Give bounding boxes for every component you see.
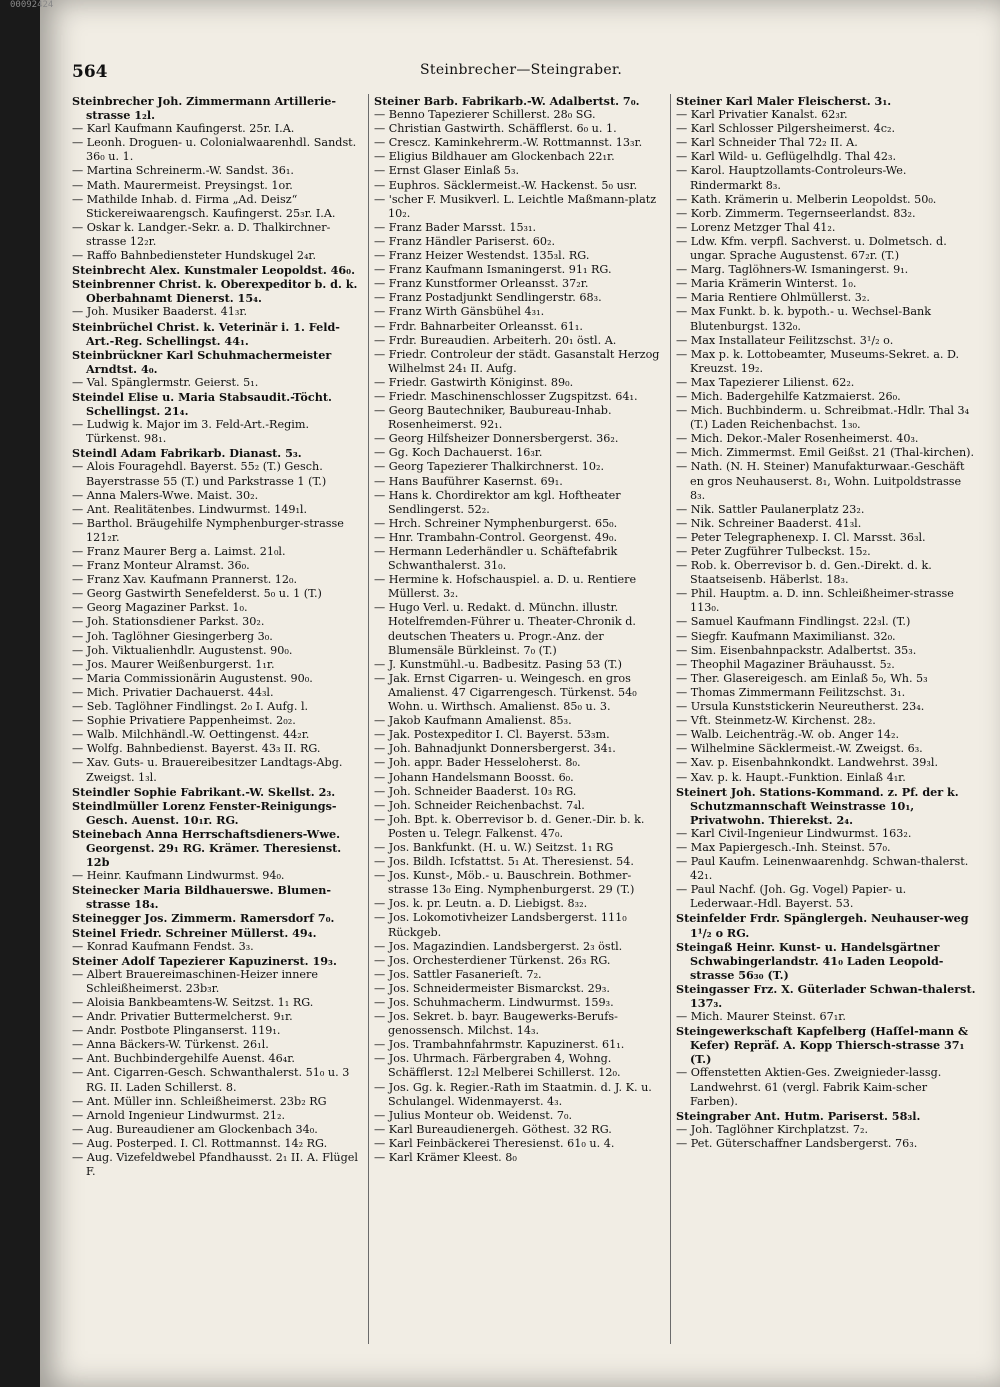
directory-entry: — Karl Kaufmann Kaufingerst. 25r. I.A. — [72, 122, 295, 136]
directory-entry: — Mich. Buchbinderm. u. Schreibmat.-Hdlr. Thal 3₄ (T.) Laden Reichenbachst. 1₃₀. — [676, 404, 970, 432]
directory-entry: Steindlmüller Lorenz Fenster-Reinigungs-Gesch. Auenst. 10₁r. RG. — [72, 798, 337, 827]
directory-entry: — Mich. Dekor.-Maler Rosenheimerst. 40₃. — [676, 432, 919, 446]
directory-entry: — Offenstetten Aktien-Ges. Zweignieder-lassg. Landwehrst. 61 (vergl. Fabrik Kaim-scher Farben). — [676, 1066, 942, 1108]
directory-entry: — Anna Malers-Wwe. Maist. 30₂. — [72, 488, 259, 502]
directory-entry: — Ldw. Kfm. verpfl. Sachverst. u. Dolmetsch. d. ungar. Sprache Augustenst. 67₂r. (T.) — [676, 234, 947, 263]
directory-entry: — Nik. Sattler Paulanerplatz 23₂. — [676, 502, 865, 516]
page-number: 564 — [72, 62, 108, 82]
directory-entry: — Hrch. Schreiner Nymphenburgerst. 65₀. — [374, 516, 618, 530]
directory-entry: Steinert Joh. Stations-Kommand. z. Pf. der k. Schutzmannschaft Weinstrasse 10₁, Privatwohn. Thierekst. 2₄. — [676, 784, 959, 827]
directory-entry: — Jos. Maurer Weißenburgerst. 1₁r. — [72, 657, 275, 671]
directory-entry: — Maria Commissionärin Augustenst. 90₀. — [72, 671, 313, 685]
directory-entry: — Ant. Buchbindergehilfe Auenst. 46₄r. — [72, 1052, 295, 1066]
directory-entry: — Karl Bureaudienergeh. Göthest. 32 RG. — [374, 1122, 612, 1136]
directory-entry: Steiner Barb. Fabrikarb.-W. Adalbertst. 7₀. — [374, 94, 640, 108]
directory-entry: — Jos. Sekret. b. bayr. Baugewerks-Berufs-genossensch. Milchst. 14₃. — [374, 1010, 618, 1038]
directory-entry: — 'scher F. Musikverl. L. Leichtle Maßmann-platz 10₂. — [374, 192, 657, 220]
directory-entry: Steindler Sophie Fabrikant.-W. Skellst. 2₃. — [72, 784, 336, 799]
directory-entry: — Mich. Zimmermst. Emil Geißst. 21 (Thal-kirchen). — [676, 446, 975, 460]
directory-entry: — Jos. Orchesterdiener Türkenst. 26₃ RG. — [374, 953, 611, 967]
directory-entry: — Heinr. Kaufmann Lindwurmst. 94₀. — [72, 869, 285, 883]
directory-entry: — Anna Bäckers-W. Türkenst. 26₁l. — [72, 1038, 269, 1052]
directory-entry: Steinegger Jos. Zimmerm. Ramersdorf 7₀. — [72, 911, 335, 926]
directory-entry: — Joh. Taglöhner Giesingerberg 3₀. — [72, 629, 273, 643]
directory-entry: Steinfelder Frdr. Spänglergeh. Neuhauser-weg 1¹/₂ o RG. — [676, 911, 969, 940]
directory-entry: — Walb. Leichenträg.-W. ob. Anger 14₂. — [676, 728, 900, 742]
directory-entry: Steinel Friedr. Schreiner Müllerst. 49₄. — [72, 925, 317, 940]
directory-entry: — Hans Bauführer Kasernst. 69₁. — [374, 474, 563, 488]
directory-entry: — Johann Handelsmann Boosst. 6₀. — [374, 770, 574, 784]
directory-entry: — Ant. Realitätenbes. Lindwurmst. 149₁l. — [72, 502, 308, 516]
directory-entry: — Joh. Viktualienhdlr. Augustenst. 90₀. — [72, 643, 293, 657]
directory-entry: — Franz Postadjunkt Sendlingerstr. 68₃. — [374, 291, 602, 305]
directory-entry: — Georg Hilfsheizer Donnersbergerst. 36₂. — [374, 432, 619, 446]
directory-entry: — Hnr. Trambahn-Control. Georgenst. 49₀. — [374, 530, 618, 544]
directory-entry: — Georg Magaziner Parkst. 1₀. — [72, 601, 248, 615]
directory-entry: — Franz Monteur Alramst. 36₀. — [72, 559, 250, 573]
directory-entry: — Nik. Schreiner Baaderst. 41₃l. — [676, 516, 862, 530]
directory-entry: — Franz Maurer Berg a. Laimst. 21₀l. — [72, 545, 286, 558]
directory-entry: — Karl Wild- u. Geflügelhdlg. Thal 42₃. — [676, 150, 897, 164]
directory-entry: — Samuel Kaufmann Findlingst. 22₃l. (T.) — [676, 615, 911, 629]
directory-entry: — Ludwig k. Major im 3. Feld-Art.-Regim. Türkenst. 98₁. — [72, 418, 310, 446]
directory-entry: — Mich. Maurer Steinst. 67₁r. — [676, 1010, 846, 1024]
directory-entry: — Georg Bautechniker, Baubureau-Inhab. Rosenheimerst. 92₁. — [374, 404, 612, 432]
directory-entry: — Mathilde Inhab. d. Firma „Ad. Deisz“ Stickereiwaarengsch. Kaufingerst. 25₃r. I.A. — [72, 192, 336, 220]
directory-entry: — Karl Krämer Kleest. 8₀ — [374, 1151, 517, 1165]
directory-entry: — Mich. Badergehilfe Katzmaierst. 26₀. — [676, 389, 901, 403]
directory-entry: Steingasser Frz. X. Güterlader Schwan-thalerst. 137₃. — [676, 981, 976, 1010]
directory-entry: — Ursula Kunststickerin Neureutherst. 23₄. — [676, 700, 925, 714]
directory-entry: — Benno Tapezierer Schillerst. 28₀ SG. — [374, 108, 596, 122]
directory-entry: — Ther. Glasereigesch. am Einlaß 5₀, Wh. 5₃ — [676, 671, 928, 685]
directory-entry: — Konrad Kaufmann Fendst. 3₃. — [72, 939, 254, 953]
directory-entry: — Frdr. Bahnarbeiter Orleansst. 61₁. — [374, 319, 583, 333]
directory-entry: Steinbrüchel Christ. k. Veterinär i. 1. Feld-Art.-Reg. Schellingst. 44₁. — [72, 319, 340, 348]
directory-entry: — Joh. Schneider Reichenbachst. 7₄l. — [374, 798, 585, 812]
directory-entry: — Martina Schreinerm.-W. Sandst. 36₁. — [72, 164, 294, 178]
directory-entry: — Albert Brauereimaschinen-Heizer innere Schleißheimerst. 23b₃r. — [72, 967, 319, 995]
directory-entry: — Frdr. Bureaudien. Arbeiterh. 20₁ östl. A. — [374, 333, 617, 347]
directory-entry: — Theophil Magaziner Bräuhausst. 5₂. — [676, 657, 895, 671]
directory-entry: — Rob. k. Oberrevisor b. d. Gen.-Direkt. d. k. Staatseisenb. Häberlst. 18₃. — [676, 559, 932, 587]
directory-entry: — Paul Nachf. (Joh. Gg. Vogel) Papier- u. Lederwaar.-Hdl. Bayerst. 53. — [676, 883, 907, 911]
directory-entry: — Max p. k. Lottobeamter, Museums-Sekret. a. D. Kreuzst. 19₂. — [676, 347, 960, 375]
directory-entry: — Jos. Magazindien. Landsbergerst. 2₃ östl. — [374, 939, 623, 953]
directory-entry: — Franz Kunstformer Orleansst. 37₂r. — [374, 277, 589, 291]
directory-entry: — Max Funkt. b. k. bypoth.- u. Wechsel-Bank Blutenburgst. 132₀. — [676, 305, 932, 333]
directory-entry: — J. Kunstmühl.-u. Badbesitz. Pasing 53 (T.) — [374, 657, 622, 671]
directory-entry: — Marg. Taglöhners-W. Ismaningerst. 9₁. — [676, 263, 909, 277]
directory-entry: — Maria Rentiere Ohlmüllerst. 3₂. — [676, 291, 870, 305]
directory-entry: — Karl Schneider Thal 72₂ II. A. — [676, 136, 858, 150]
directory-entry: — Franz Xav. Kaufmann Prannerst. 12₀. — [72, 573, 298, 587]
directory-entry: — Phil. Hauptm. a. D. inn. Schleißheimer-strasse 113₀. — [676, 587, 954, 615]
directory-entry: — Peter Zugführer Tulbeckst. 15₂. — [676, 545, 871, 558]
directory-entry: — Sophie Privatiere Pappenheimst. 2₀₂. — [72, 714, 296, 728]
directory-entry: Steingaß Heinr. Kunst- u. Handelsgärtner Schwabingerlandstr. 41₀ Laden Leopold-strasse 56₃₀ (T.) — [676, 939, 944, 982]
directory-entry: — Max Tapezierer Lilienst. 62₂. — [676, 375, 855, 389]
directory-entry: — Jakob Kaufmann Amalienst. 85₃. — [374, 714, 572, 728]
directory-entry: — Friedr. Maschinenschlosser Zugspitzst. 64₁. — [374, 389, 638, 403]
directory-entry: — Joh. Schneider Baaderst. 10₃ RG. — [374, 784, 577, 798]
directory-entry: — Jos. Schneidermeister Bismarckst. 29₃. — [374, 981, 610, 995]
directory-entry: — Joh. Bahnadjunkt Donnersbergerst. 34₁. — [374, 742, 616, 756]
directory-entry: — Karl Civil-Ingenieur Lindwurmst. 163₂. — [676, 826, 912, 840]
directory-entry: — Julius Monteur ob. Weidenst. 7₀. — [374, 1108, 573, 1122]
directory-entry: — Hugo Verl. u. Redakt. d. Münchn. illustr. Hotelfremden-Führer u. Theater-Chronik d. deutschen Theaters u. Progr.-Anz. der Blumensäle Bürkleinst. 7₀ (T.) — [374, 601, 636, 657]
directory-entry: — Jos. Sattler Fasanerieſt. 7₂. — [374, 967, 542, 981]
directory-entry: — Jak. Ernst Cigarren- u. Weingesch. en gros Amalienst. 47 Cigarrengesch. Türkenst. 54₀ Wohn. u. Wirthsch. Amalienst. 85₀ u. 3. — [374, 671, 637, 714]
directory-entry: — Joh. Musiker Baaderst. 41₃r. — [72, 305, 247, 319]
directory-entry: — Karol. Hauptzollamts-Controleurs-We. Rindermarkt 8₃. — [676, 164, 907, 192]
directory-entry: — Aloisia Bankbeamtens-W. Seitzst. 1₁ RG. — [72, 996, 314, 1009]
directory-entry: — Wilhelmine Säcklermeist.-W. Zweigst. 6₃. — [676, 742, 923, 756]
directory-entry: — Jos. Lokomotivheizer Landsbergerst. 111₀ Rückgeb. — [374, 911, 627, 939]
directory-entry: — Aug. Bureaudiener am Glockenbach 34₀. — [72, 1122, 318, 1136]
directory-entry: — Aug. Vizefeldwebel Pfandhausst. 2₁ II. A. Flügel F. — [72, 1151, 358, 1179]
directory-entry: — Jos. k. pr. Leutn. a. D. Liebigst. 8₃₂. — [374, 897, 588, 911]
directory-entry: — Jos. Schuhmacherm. Lindwurmst. 159₃. — [374, 996, 614, 1009]
directory-entry: — Max Installateur Feilitzschst. 3¹/₂ o. — [676, 333, 894, 347]
directory-entry: — Aug. Posterped. I. Cl. Rottmannst. 14₂ RG. — [72, 1136, 328, 1150]
directory-entry: — Maria Krämerin Winterst. 1₀. — [676, 277, 857, 291]
directory-entry: — Arnold Ingenieur Lindwurmst. 21₂. — [72, 1108, 286, 1122]
directory-entry: — Mich. Privatier Dachauerst. 44₃l. — [72, 685, 274, 699]
column-2 — [374, 94, 666, 1165]
directory-entry: — Jos. Trambahnfahrmstr. Kapuzinerst. 61₁. — [374, 1038, 625, 1052]
directory-entry: — Pet. Güterschaffner Landsbergerst. 76₃. — [676, 1136, 918, 1150]
directory-entry: — Franz Kaufmann Ismaningerst. 91₁ RG. — [374, 263, 612, 277]
directory-entry: Steingraber Ant. Hutm. Pariserst. 58₃l. — [676, 1108, 921, 1123]
directory-entry: — Eligius Bildhauer am Glockenbach 22₁r. — [374, 150, 615, 164]
column-rule — [670, 94, 671, 1344]
directory-entry: — Val. Spänglermstr. Geierst. 5₁. — [72, 375, 259, 389]
directory-entry: — Hermann Lederhändler u. Schäftefabrik Schwanthalerst. 31₀. — [374, 545, 618, 573]
directory-entry: — Wolfg. Bahnbedienst. Bayerst. 43₃ II. RG. — [72, 742, 321, 756]
directory-entry: — Joh. Stationsdiener Parkst. 30₂. — [72, 615, 265, 629]
directory-entry: — Jos. Bankfunkt. (H. u. W.) Seitzst. 1₁ RG — [374, 840, 614, 854]
directory-entry: Steingewerkschaft Kapfelberg (Haſſel-mann & Kefer) Repräf. A. Kopp Thiersch-strasse 37₁ (T.) — [676, 1024, 969, 1067]
directory-entry: — Ernst Glaser Einlaß 5₃. — [374, 164, 520, 178]
directory-entry: — Thomas Zimmermann Feilitzschst. 3₁. — [676, 685, 906, 699]
directory-entry: — Nath. (N. H. Steiner) Manufakturwaar.-Geschäft en gros Neuhauserst. 8₁, Wohn. Luitpoldstrasse 8₃. — [676, 460, 965, 502]
column-rule — [368, 94, 369, 1344]
directory-entry: Steinebach Anna Herrschaftsdieners-Wwe. Georgenst. 29₁ RG. Krämer. Theresienst. 12b — [72, 826, 342, 870]
directory-entry: Steiner Karl Maler Fleischerst. 3₁. — [676, 94, 892, 108]
directory-entry: Steinbrückner Karl Schuhmachermeister Arndtst. 4₀. — [72, 347, 332, 376]
directory-entry: — Walb. Milchhändl.-W. Oettingenst. 44₂r. — [72, 728, 310, 742]
directory-entry: — Siegfr. Kaufmann Maximilianst. 32₀. — [676, 629, 896, 643]
running-head: Steinbrecher—Steingraber. — [420, 62, 623, 78]
directory-entry: Steinbrecht Alex. Kunstmaler Leopoldst. 46₀. — [72, 263, 355, 278]
directory-entry: — Georg Tapezierer Thalkirchnerst. 10₂. — [374, 460, 605, 474]
column-1 — [72, 94, 364, 1179]
directory-entry: — Xav. p. k. Haupt.-Funktion. Einlaß 4₁r. — [676, 770, 906, 784]
directory-entry: — Georg Gastwirth Senefelderst. 5₀ u. 1 (T.) — [72, 587, 322, 601]
directory-entry: — Peter Telegraphenexp. I. Cl. Marsst. 36₃l. — [676, 530, 926, 544]
directory-entry: — Euphros. Säcklermeist.-W. Hackenst. 5₀ usr. — [374, 178, 638, 192]
directory-entry: — Xav. p. Eisenbahnkondkt. Landwehrst. 39₃l. — [676, 756, 938, 770]
directory-entry: — Math. Maurermeist. Preysingst. 1or. — [72, 178, 293, 192]
directory-page — [10, 0, 1000, 1387]
directory-entry: — Friedr. Gastwirth Königinst. 89₀. — [374, 375, 574, 389]
scan-id: 00092424 — [10, 0, 54, 10]
directory-entry: — Gg. Koch Dachauerst. 16₃r. — [374, 446, 543, 460]
directory-entry: — Lorenz Metzger Thal 41₂. — [676, 220, 836, 234]
directory-entry: — Kath. Krämerin u. Melberin Leopoldst. 50₀. — [676, 192, 937, 206]
directory-entry: — Karl Privatier Kanalst. 62₃r. — [676, 108, 848, 122]
directory-entry: Steindl Adam Fabrikarb. Dianast. 5₃. — [72, 446, 302, 461]
directory-entry: — Andr. Postbote Plinganserst. 119₁. — [72, 1024, 281, 1038]
column-3 — [676, 94, 976, 1151]
directory-entry: Steindel Elise u. Maria Stabsaudit.-Töcht. Schellingst. 21₄. — [72, 389, 332, 419]
directory-entry: — Jos. Uhrmach. Färbergraben 4, Wohng. Schäfflerst. 12₂l Melberei Schillerst. 12₀. — [374, 1052, 621, 1080]
directory-entry: Steiner Adolf Tapezierer Kapuzinerst. 19₃. — [72, 953, 337, 968]
directory-entry: — Jos. Gg. k. Regier.-Rath im Staatmin. d. J. K. u. Schulangel. Widenmayerst. 4₃. — [374, 1080, 652, 1108]
directory-entry: — Paul Kaufm. Leinenwaarenhdg. Schwan-thalerst. 42₁. — [676, 855, 969, 883]
directory-entry: — Oskar k. Landger.-Sekr. a. D. Thalkirchner-strasse 12₂r. — [72, 220, 331, 248]
directory-entry: — Seb. Taglöhner Findlingst. 2₀ I. Aufg. l. — [72, 700, 309, 714]
directory-entry: — Friedr. Controleur der städt. Gasanstalt Herzog Wilhelmst 24₁ II. Aufg. — [374, 347, 660, 375]
directory-entry: — Hans k. Chordirektor am kgl. Hoftheater Sendlingerst. 52₂. — [374, 488, 621, 516]
directory-entry: Steinbrenner Christ. k. Oberexpeditor b. d. k. Oberbahnamt Dienerst. 15₄. — [72, 277, 358, 306]
directory-entry: — Franz Heizer Westendst. 135₃l. RG. — [374, 249, 590, 263]
directory-entry: — Raffo Bahnbediensteter Hundskugel 2₄r. — [72, 249, 317, 263]
directory-entry: — Korb. Zimmerm. Tegernseerlandst. 83₂. — [676, 206, 916, 220]
directory-entry: — Ant. Cigarren-Gesch. Schwanthalerst. 51₀ u. 3 RG. II. Laden Schillerst. 8. — [72, 1066, 350, 1094]
directory-entry: — Leonh. Droguen- u. Colonialwaarenhdl. Sandst. 36₀ u. 1. — [72, 136, 357, 164]
directory-entry: — Joh. Taglöhner Kirchplatzst. 7₂. — [676, 1122, 869, 1136]
directory-entry: — Joh. appr. Bader Hesseloherst. 8₀. — [374, 756, 581, 770]
directory-entry: — Hermine k. Hofschauspiel. a. D. u. Rentiere Müllerst. 3₂. — [374, 573, 637, 601]
directory-entry: — Karl Schlosser Pilgersheimerst. 4c₂. — [676, 122, 896, 136]
directory-entry: Steinbrecher Joh. Zimmermann Artillerie-strasse 1₂l. — [72, 94, 336, 123]
directory-entry: — Sim. Eisenbahnpackstr. Adalbertst. 35₃. — [676, 643, 917, 657]
directory-entry: — Vft. Steinmetz-W. Kirchenst. 28₂. — [676, 714, 876, 728]
directory-entry: — Xav. Guts- u. Brauereibesitzer Landtags-Abg. Zweigst. 1₃l. — [72, 756, 343, 784]
directory-entry: — Franz Händler Pariserst. 60₂. — [374, 234, 556, 248]
directory-entry: — Joh. Bpt. k. Oberrevisor b. d. Gener.-Dir. b. k. Posten u. Telegr. Falkenst. 47₀. — [374, 812, 645, 840]
directory-entry: — Andr. Privatier Buttermelcherst. 9₁r. — [72, 1010, 293, 1024]
directory-entry: Steinecker Maria Bildhauerswe. Blumen-strasse 18₄. — [72, 883, 331, 912]
directory-entry: — Alois Fouragehdl. Bayerst. 55₂ (T.) Gesch. Bayerstrasse 55 (T.) und Parkstrasse 1 (T.) — [72, 460, 327, 488]
directory-entry: — Franz Wirth Gänsbühel 4₃₁. — [374, 305, 545, 319]
directory-entry: — Jak. Postexpeditor I. Cl. Bayerst. 53₃m. — [374, 728, 610, 742]
directory-entry: — Max Papiergesch.-Inh. Steinst. 57₀. — [676, 840, 891, 854]
directory-entry: — Crescz. Kaminkehrerm.-W. Rottmannst. 13₃r. — [374, 136, 643, 150]
directory-entry: — Ant. Müller inn. Schleißheimerst. 23b₂ RG — [72, 1094, 327, 1108]
directory-entry: — Franz Bader Marsst. 15₃₁. — [374, 220, 537, 234]
directory-entry: — Christian Gastwirth. Schäfflerst. 6₀ u. 1. — [374, 122, 617, 136]
directory-entry: — Jos. Kunst-, Möb.- u. Bauschrein. Bothmer-strasse 13₀ Eing. Nymphenburgerst. 29 (T.) — [374, 869, 635, 897]
directory-entry: — Barthol. Bräugehilfe Nymphenburger-strasse 121₂r. — [72, 516, 344, 544]
directory-entry: — Karl Feinbäckerei Theresienst. 61₀ u. 4. — [374, 1136, 615, 1150]
directory-entry: — Jos. Bildh. Icfstattst. 5₁ At. Theresienst. 54. — [374, 855, 634, 869]
